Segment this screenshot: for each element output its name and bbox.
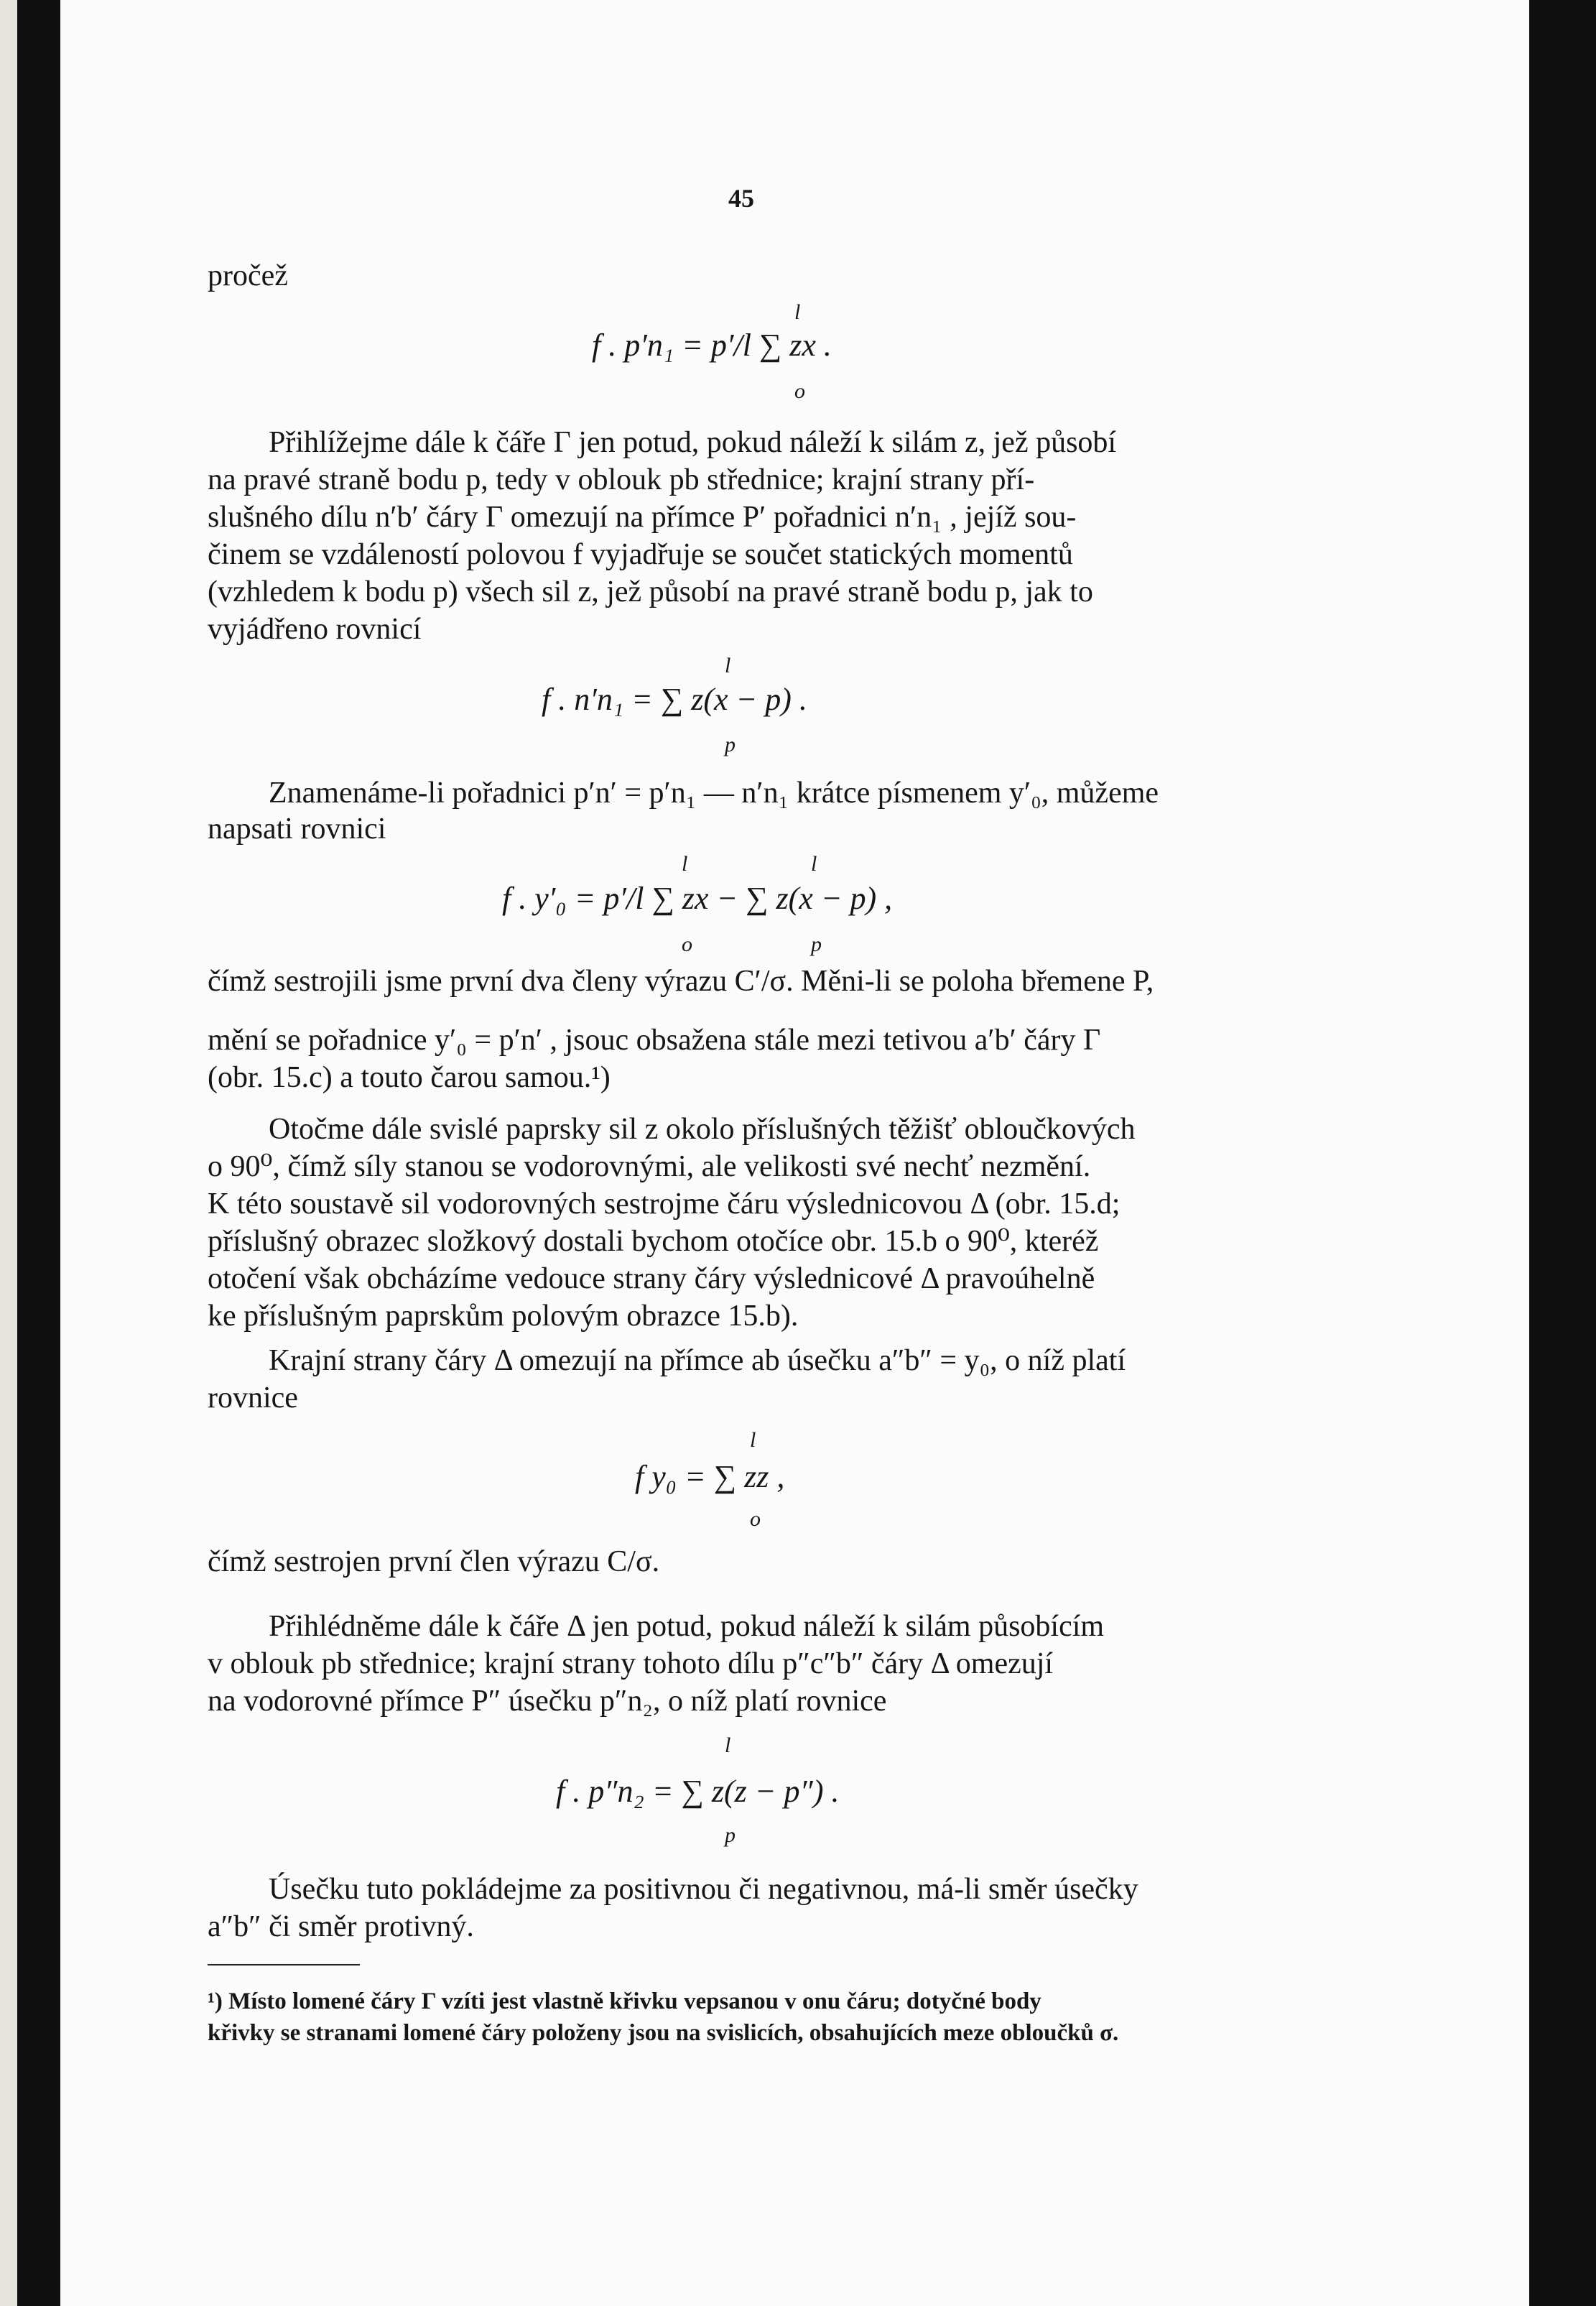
text-line-21: čímž sestrojen první člen výrazu C/σ. xyxy=(208,1545,660,1578)
book-page xyxy=(60,0,1529,2306)
text-line-23: v oblouk pb střednice; krajní strany tohoto dílu p″c″b″ čáry Δ omezují xyxy=(208,1647,1054,1680)
page-number: 45 xyxy=(728,184,754,213)
text-line-24: na vodorovné přímce P″ úsečku p″n₂, o níž platí rovnice xyxy=(208,1685,887,1718)
eq2-lower-limit: p xyxy=(725,733,736,756)
text-line-22: Přihlédněme dále k čáře Δ jen potud, pokud náleží k silám působícím xyxy=(269,1610,1105,1643)
text-line-26: a″b″ či směr protivný. xyxy=(208,1910,474,1943)
footnote-line-1: ¹) Místo lomené čáry Γ vzíti jest vlastně křivku vepsanou v onu čáru; dotyčné body xyxy=(208,1988,1041,2014)
text-line-25: Úsečku tuto pokládejme za positivnou či negativnou, má-li směr úsečky xyxy=(269,1873,1138,1906)
text-line-15: K této soustavě sil vodorovných sestrojme čáru výslednicovou Δ (obr. 15.d; xyxy=(208,1187,1121,1221)
text-line-14: o 90⁰, čímž síly stanou se vodorovnými, ale velikosti své nechť nezmění. xyxy=(208,1150,1091,1183)
equation-2: f . n′n₁ = ∑ z(x − p) . xyxy=(542,682,807,717)
eq3-upper-limit-2: l xyxy=(811,852,817,876)
eq4-upper-limit: l xyxy=(750,1428,756,1452)
text-line-13: Otočme dále svislé paprsky sil z okolo příslušných těžišť obloučkových xyxy=(269,1113,1136,1146)
eq5-upper-limit: l xyxy=(725,1733,731,1757)
equation-3: f . y′₀ = p′/l ∑ zx − ∑ z(x − p) , xyxy=(502,881,893,916)
eq1-upper-limit: l xyxy=(794,300,801,324)
text-line-19: Krajní strany čáry Δ omezují na přímce ab úsečku a″b″ = y₀, o níž platí xyxy=(269,1344,1126,1377)
text-line-12: (obr. 15.c) a touto čarou samou.¹) xyxy=(208,1061,611,1094)
eq3-lower-limit-1: o xyxy=(682,932,692,956)
equation-5: f . p″n₂ = ∑ z(z − p″) . xyxy=(556,1774,840,1809)
eq4-lower-limit: o xyxy=(750,1507,761,1531)
equation-1: f . p′n₁ = p′/l ∑ zx . xyxy=(592,328,832,363)
eq3-lower-limit-2: p xyxy=(811,932,822,956)
text-line-18: ke příslušným paprskům polovým obrazce 15.b). xyxy=(208,1300,799,1333)
text-line-8: Znamenáme-li pořadnici p′n′ = p′n₁ — n′n₁ krátce písmenem y′₀, můžeme xyxy=(269,777,1159,810)
text-line-6: (vzhledem k bodu p) všech sil z, jež působí na pravé straně bodu p, jak to xyxy=(208,575,1093,608)
eq2-upper-limit: l xyxy=(725,654,731,677)
text-line-11: mění se pořadnice y′₀ = p′n′ , jsouc obsažena stále mezi tetivou a′b′ čáry Γ xyxy=(208,1024,1101,1057)
text-line-16: příslušný obrazec složkový dostali bychom otočíce obr. 15.b o 90⁰, kteréž xyxy=(208,1225,1099,1258)
text-line-2: Přihlížejme dále k čáře Γ jen potud, pokud náleží k silám z, jež působí xyxy=(269,426,1117,459)
text-line-1: pročež xyxy=(208,259,288,292)
eq3-upper-limit-1: l xyxy=(682,852,688,876)
footnote-separator xyxy=(208,1964,360,1965)
text-line-5: činem se vzdáleností polovou f vyjadřuje se součet statických momentů xyxy=(208,538,1073,571)
eq5-lower-limit: p xyxy=(725,1823,736,1847)
footnote-line-2: křivky se stranami lomené čáry položeny jsou na svislicích, obsahujících meze obloučků σ. xyxy=(208,2020,1119,2046)
eq1-lower-limit: o xyxy=(794,379,805,403)
text-line-3: na pravé straně bodu p, tedy v oblouk pb střednice; krajní strany pří- xyxy=(208,463,1035,496)
text-line-7: vyjádřeno rovnicí xyxy=(208,613,422,646)
text-line-20: rovnice xyxy=(208,1381,298,1414)
text-line-4: slušného dílu n′b′ čáry Γ omezují na přímce P′ pořadnici n′n₁ , jejíž sou- xyxy=(208,501,1077,534)
text-line-17: otočení však obcházíme vedouce strany čáry výslednicové Δ pravoúhelně xyxy=(208,1262,1095,1295)
facing-page-edge xyxy=(0,0,17,2306)
text-line-9: napsati rovnici xyxy=(208,812,386,846)
equation-4: f y₀ = ∑ zz , xyxy=(635,1459,785,1494)
text-line-10: čímž sestrojili jsme první dva členy výrazu C′/σ. Měni-li se poloha břemene P, xyxy=(208,965,1154,998)
